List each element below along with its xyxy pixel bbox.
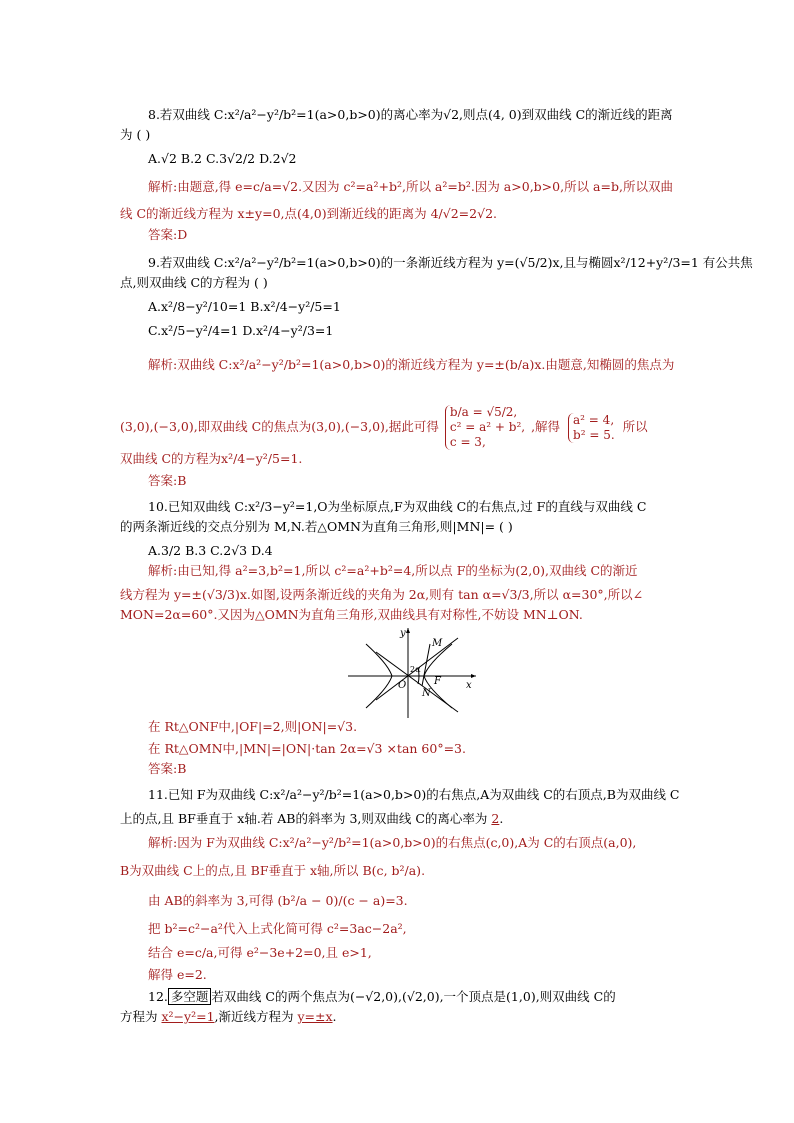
q10-solution-line3: MON=2α=60°.又因为△OMN为直角三角形,双曲线具有对称性,不妨设 MN⊥ON. — [120, 607, 583, 622]
q12-stem-line1 — [148, 988, 674, 1006]
q8-stem-line1: 8.若双曲线 C:x²/a²−y²/b²=1(a>0,b>0)的离心率为√2,则点(4, 0)到双曲线 C的渐近线的距离 — [148, 107, 673, 122]
q10-solution-line1: 解析:由已知,得 a²=3,b²=1,所以 c²=a²+b²=4,所以点 F的坐标为(2,0),双曲线 C的渐近 — [148, 563, 638, 578]
q8-answer: 答案:D — [148, 227, 188, 242]
q9-equation-system — [445, 405, 525, 450]
q12-multi-blank-tag: 多空题 — [168, 988, 212, 1005]
q9-system-eq3: c = 3, — [449, 435, 486, 449]
q12-asymptote-prefix: ,渐近线方程为 — [214, 1009, 298, 1024]
q12-number: 12. — [148, 989, 168, 1004]
q12-end: . — [332, 1009, 337, 1024]
q11-solution-line2: B为双曲线 C上的点,且 BF垂直于 x轴,所以 B(c, b²/a). — [120, 863, 426, 878]
q10-solution-line5: 在 Rt△OMN中,|MN|=|ON|·tan 2α=√3 ×tan 60°=3. — [148, 741, 466, 756]
q11-solution-line4: 把 b²=c²−a²代入上式化简可得 c²=3ac−2a², — [148, 921, 407, 936]
label-o: O — [398, 680, 407, 691]
q8-options: A.√2 B.2 C.3√2/2 D.2√2 — [148, 151, 297, 166]
q9-solution-line1: 解析:双曲线 C:x²/a²−y²/b²=1(a>0,b>0)的渐近线方程为 y=±(b/a)x.由题意,知椭圆的焦点为 — [148, 357, 675, 372]
q11-stem-end: . — [499, 811, 504, 826]
q9-result-eq1: a² = 4, — [573, 412, 615, 427]
q9-result-system — [568, 413, 615, 443]
q9-system-eq1: b/a = √5/2, — [449, 405, 518, 419]
q10-hyperbola-figure — [348, 624, 478, 720]
q12-stem-line2 — [120, 1008, 674, 1026]
q10-stem-line2: 的两条渐近线的交点分别为 M,N.若△OMN为直角三角形,则|MN|= ( ) — [120, 519, 513, 534]
q9-solution-line3: 双曲线 C的方程为x²/4−y²/5=1. — [120, 451, 303, 466]
q9-solution-line2-text: (3,0),(−3,0),即双曲线 C的焦点为(3,0),(−3,0),据此可得 — [120, 419, 439, 434]
q11-solution-line5: 结合 e=c/a,可得 e²−3e+2=0,且 e>1, — [148, 945, 372, 960]
label-y: y — [400, 628, 406, 639]
q9-stem-line2: 点,则双曲线 C的方程为 ( ) — [120, 275, 268, 290]
label-f: F — [434, 676, 441, 687]
q12-stem-text: 若双曲线 C的两个焦点为(−√2,0),(√2,0),一个顶点是(1,0),则双曲线 C的 — [211, 989, 616, 1004]
label-m: M — [432, 638, 443, 649]
q9-answer: 答案:B — [148, 473, 187, 488]
q10-answer: 答案:B — [148, 761, 187, 776]
q11-answer-blank: 2 — [491, 811, 500, 826]
q10-solution-line2: 线方程为 y=±(√3/3)x.如图,设两条渐近线的夹角为 2α,则有 tan α=√3/3,所以 α=30°,所以∠ — [120, 587, 644, 602]
q10-solution-line4: 在 Rt△ONF中,|OF|=2,则|ON|=√3. — [148, 719, 358, 734]
q9-options-line1: A.x²/8−y²/10=1 B.x²/4−y²/5=1 — [148, 299, 341, 314]
q8-solution-line2: 线 C的渐近线方程为 x±y=0,点(4,0)到渐近线的距离为 4/√2=2√2. — [120, 206, 498, 221]
q11-solution-line6: 解得 e=2. — [148, 967, 207, 982]
label-n: N — [422, 688, 431, 699]
q12-asymptote-answer: y=±x — [297, 1009, 333, 1024]
q9-stem-line1: 9.若双曲线 C:x²/a²−y²/b²=1(a>0,b>0)的一条渐近线方程为 y=(√5/2)x,且与椭圆x²/12+y²/3=1 有公共焦 — [148, 255, 753, 270]
q11-stem-line2 — [120, 810, 674, 828]
q9-system-eq2: c² = a² + b², — [449, 420, 526, 434]
label-x: x — [466, 680, 472, 691]
q9-solution-line2 — [120, 405, 674, 450]
q9-therefore: 所以 — [622, 419, 648, 434]
q11-solution-line3: 由 AB的斜率为 3,可得 (b²/a − 0)/(c − a)=3. — [148, 893, 408, 908]
q11-stem-line1: 11.已知 F为双曲线 C:x²/a²−y²/b²=1(a>0,b>0)的右焦点,A为双曲线 C的右顶点,B为双曲线 C — [148, 787, 680, 802]
q10-options: A.3/2 B.3 C.2√3 D.4 — [148, 543, 273, 558]
q9-options-line2: C.x²/5−y²/4=1 D.x²/4−y²/3=1 — [148, 323, 334, 338]
y-axis-arrow — [406, 628, 410, 633]
q11-stem-text: 上的点,且 BF垂直于 x轴.若 AB的斜率为 3,则双曲线 C的离心率为 — [120, 811, 492, 826]
q8-solution-line1: 解析:由题意,得 e=c/a=√2.又因为 c²=a²+b²,所以 a²=b².因为 a>0,b>0,所以 a=b,所以双曲 — [148, 179, 673, 194]
q9-solve-word: ,解得 — [531, 419, 561, 434]
q10-stem-line1: 10.已知双曲线 C:x²/3−y²=1,O为坐标原点,F为双曲线 C的右焦点,过 F的直线与双曲线 C — [148, 499, 647, 514]
q12-equation-answer: x²−y²=1 — [161, 1009, 215, 1024]
q11-solution-line1: 解析:因为 F为双曲线 C:x²/a²−y²/b²=1(a>0,b>0)的右焦点(c,0),A为 C的右顶点(a,0), — [148, 835, 637, 850]
x-axis-arrow — [471, 674, 476, 678]
q9-result-eq2: b² = 5. — [573, 427, 615, 442]
q12-equation-prefix: 方程为 — [120, 1009, 162, 1024]
label-angle: 2α — [410, 665, 421, 674]
q8-stem-line2: 为 ( ) — [120, 127, 151, 142]
